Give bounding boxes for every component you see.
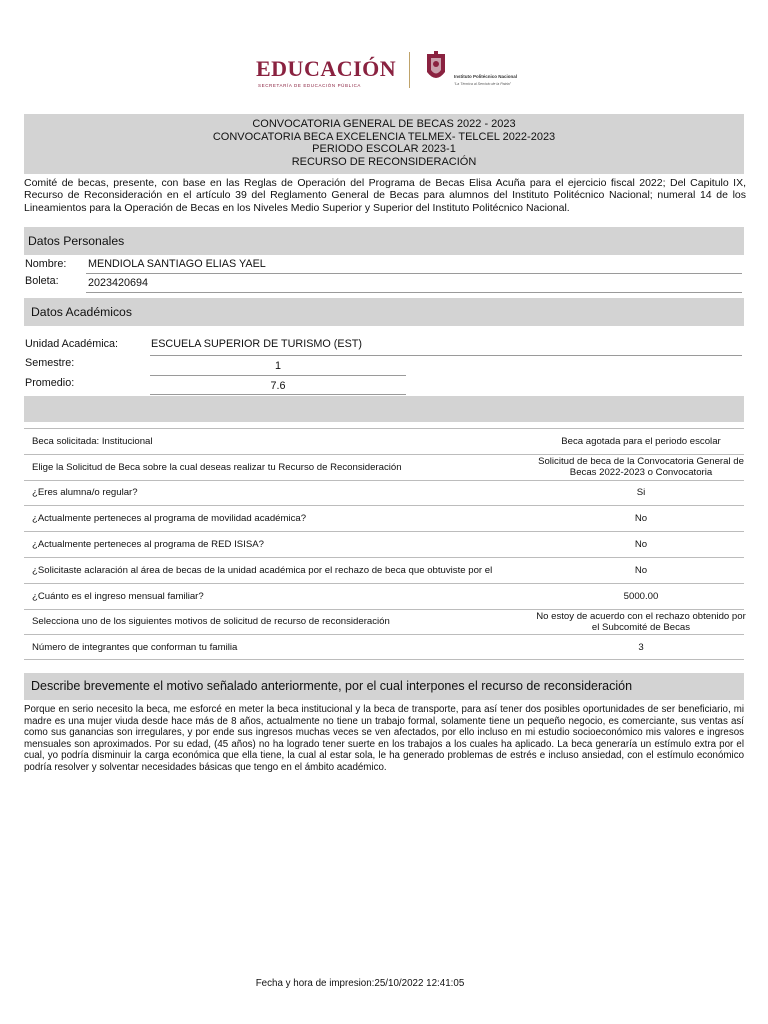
table-row: [24, 583, 744, 609]
name-underline: [86, 273, 742, 274]
header-line: CONVOCATORIA GENERAL DE BECAS 2022 - 2023: [252, 118, 516, 130]
unit-label: Unidad Académica:: [25, 338, 119, 350]
header-logos: [160, 40, 610, 104]
question-text: ¿Actualmente perteneces al programa de movilidad académica?: [32, 513, 307, 525]
boleta-value: 2023420694: [88, 277, 149, 289]
answer-text: Beca agotada para el periodo escolar: [561, 435, 721, 447]
table-row: [24, 531, 744, 557]
semester-underline: [150, 375, 406, 376]
table-row: [24, 634, 744, 660]
table-row: [24, 428, 744, 454]
intro-paragraph: Comité de becas, presente, con base en las Reglas de Operación del Programa de Becas Elisa Acuña para el ejercicio fiscal 2022; Del Capitulo IX, Recurso de Reconsideración en el artículo 39 del Reglamento General de Becas para alumnos del Instituto Politécnico Nacional; numeral 14 de los Lineamientos para la Operación de Becas en los Niveles Medio Superior y Superior del Instituto Politécnico Nacional.: [24, 177, 746, 214]
unit-underline: [150, 355, 742, 356]
table-row: [24, 557, 744, 583]
answer-text: 5000.00: [623, 590, 659, 602]
boleta-label: Boleta:: [25, 275, 59, 287]
question-text: ¿Cuánto es el ingreso mensual familiar?: [32, 590, 204, 602]
question-text: ¿Actualmente perteneces al programa de RED ISISA?: [32, 539, 264, 551]
ipn-motto: "La Técnica al Servicio de la Patria": [454, 82, 511, 86]
document-header: [24, 114, 744, 174]
table-row: [24, 480, 744, 506]
question-text: Elige la Solicitud de Beca sobre la cual deseas realizar tu Recurso de Reconsideración: [32, 461, 402, 473]
sep-subtitle: SECRETARÍA DE EDUCACIÓN PÚBLICA: [258, 83, 362, 88]
print-timestamp: Fecha y hora de impresion:25/10/2022 12:41:05: [255, 978, 465, 989]
name-value: MENDIOLA SANTIAGO ELIAS YAEL: [88, 258, 266, 270]
header-line: CONVOCATORIA BECA EXCELENCIA TELMEX- TELCEL 2022-2023: [212, 130, 556, 143]
ipn-emblem-icon: [425, 50, 447, 86]
header-line: PERIODO ESCOLAR 2023-1: [312, 143, 456, 155]
header-line: RECURSO DE RECONSIDERACIÓN: [291, 155, 477, 168]
answer-text: 3: [638, 641, 644, 653]
unit-value: ESCUELA SUPERIOR DE TURISMO (EST): [151, 338, 362, 350]
section-describe-reason: Describe brevemente el motivo señalado anteriormente, por el cual interpones el recurso de reconsideración: [24, 673, 744, 700]
table-row: [24, 609, 744, 635]
average-label: Promedio:: [25, 377, 75, 389]
name-label: Nombre:: [25, 258, 67, 270]
semester-value: 1: [274, 360, 281, 372]
question-text: ¿Solicitaste aclaración al área de becas de la unidad académica por el rechazo de beca que obtuviste por el: [32, 564, 493, 576]
question-text: ¿Eres alumna/o regular?: [32, 487, 138, 499]
ipn-name: Instituto Politécnico Nacional: [454, 74, 518, 79]
answer-text: Solicitud de beca de la Convocatoria General de Becas 2022-2023 o Convocatoria: [538, 456, 744, 479]
question-text: Número de integrantes que conforman tu familia: [32, 641, 238, 653]
question-text: Selecciona uno de los siguientes motivos de solicitud de recurso de reconsideración: [32, 616, 390, 628]
section-personal-data: Datos Personales: [24, 227, 744, 255]
section-blank-bar: [24, 396, 744, 422]
questions-table: [24, 428, 744, 660]
average-underline: [150, 394, 406, 395]
answer-text: No: [634, 564, 648, 576]
answer-text: No: [634, 539, 648, 551]
section-academic-data: Datos Académicos: [24, 298, 744, 326]
answer-text: No: [634, 513, 648, 525]
semester-label: Semestre:: [25, 357, 75, 369]
table-row: [24, 505, 744, 531]
logo-divider: [409, 52, 410, 88]
answer-text: No estoy de acuerdo con el rechazo obtenido por el Subcomité de Becas: [536, 610, 746, 633]
question-text: Beca solicitada: Institucional: [32, 435, 153, 447]
average-value: 7.6: [270, 380, 286, 392]
answer-text: Si: [636, 487, 646, 499]
reason-text: Porque en serio necesito la beca, me esforcé en meter la beca institucional y la beca de transporte, para así tener dos posibles oportunidades de ser beneficiario, mi madre es una mujer viuda desde hace más de 8 años, actualmente no tiene un trabajo formal, solamente tiene un pequeño negocio, es comerciante, sus ventas así como sus ganancias son irregulares, y por ende sus ingresos muchas veces se ven afectados, por ello incluso en mi estudio socioeconómico mis valores e ingresos mensuales son aproximados. Por su edad, (45 años) no ha logrado tener suerte en los trabajos a los cuales ha aplicado. La beca generaría un estímulo extra por el cual, yo podría disminuir la carga económica que ella tiene, la cual al estar sola, le ha generado problemas de estrés e incluso ansiedad, con el estímulo económico podría resolver y solventar necesidades básicas que tengo en el ámbito académico.: [24, 704, 744, 773]
boleta-underline: [86, 292, 742, 293]
table-row: [24, 454, 744, 480]
educacion-logo: EDUCACIÓN: [256, 56, 397, 81]
